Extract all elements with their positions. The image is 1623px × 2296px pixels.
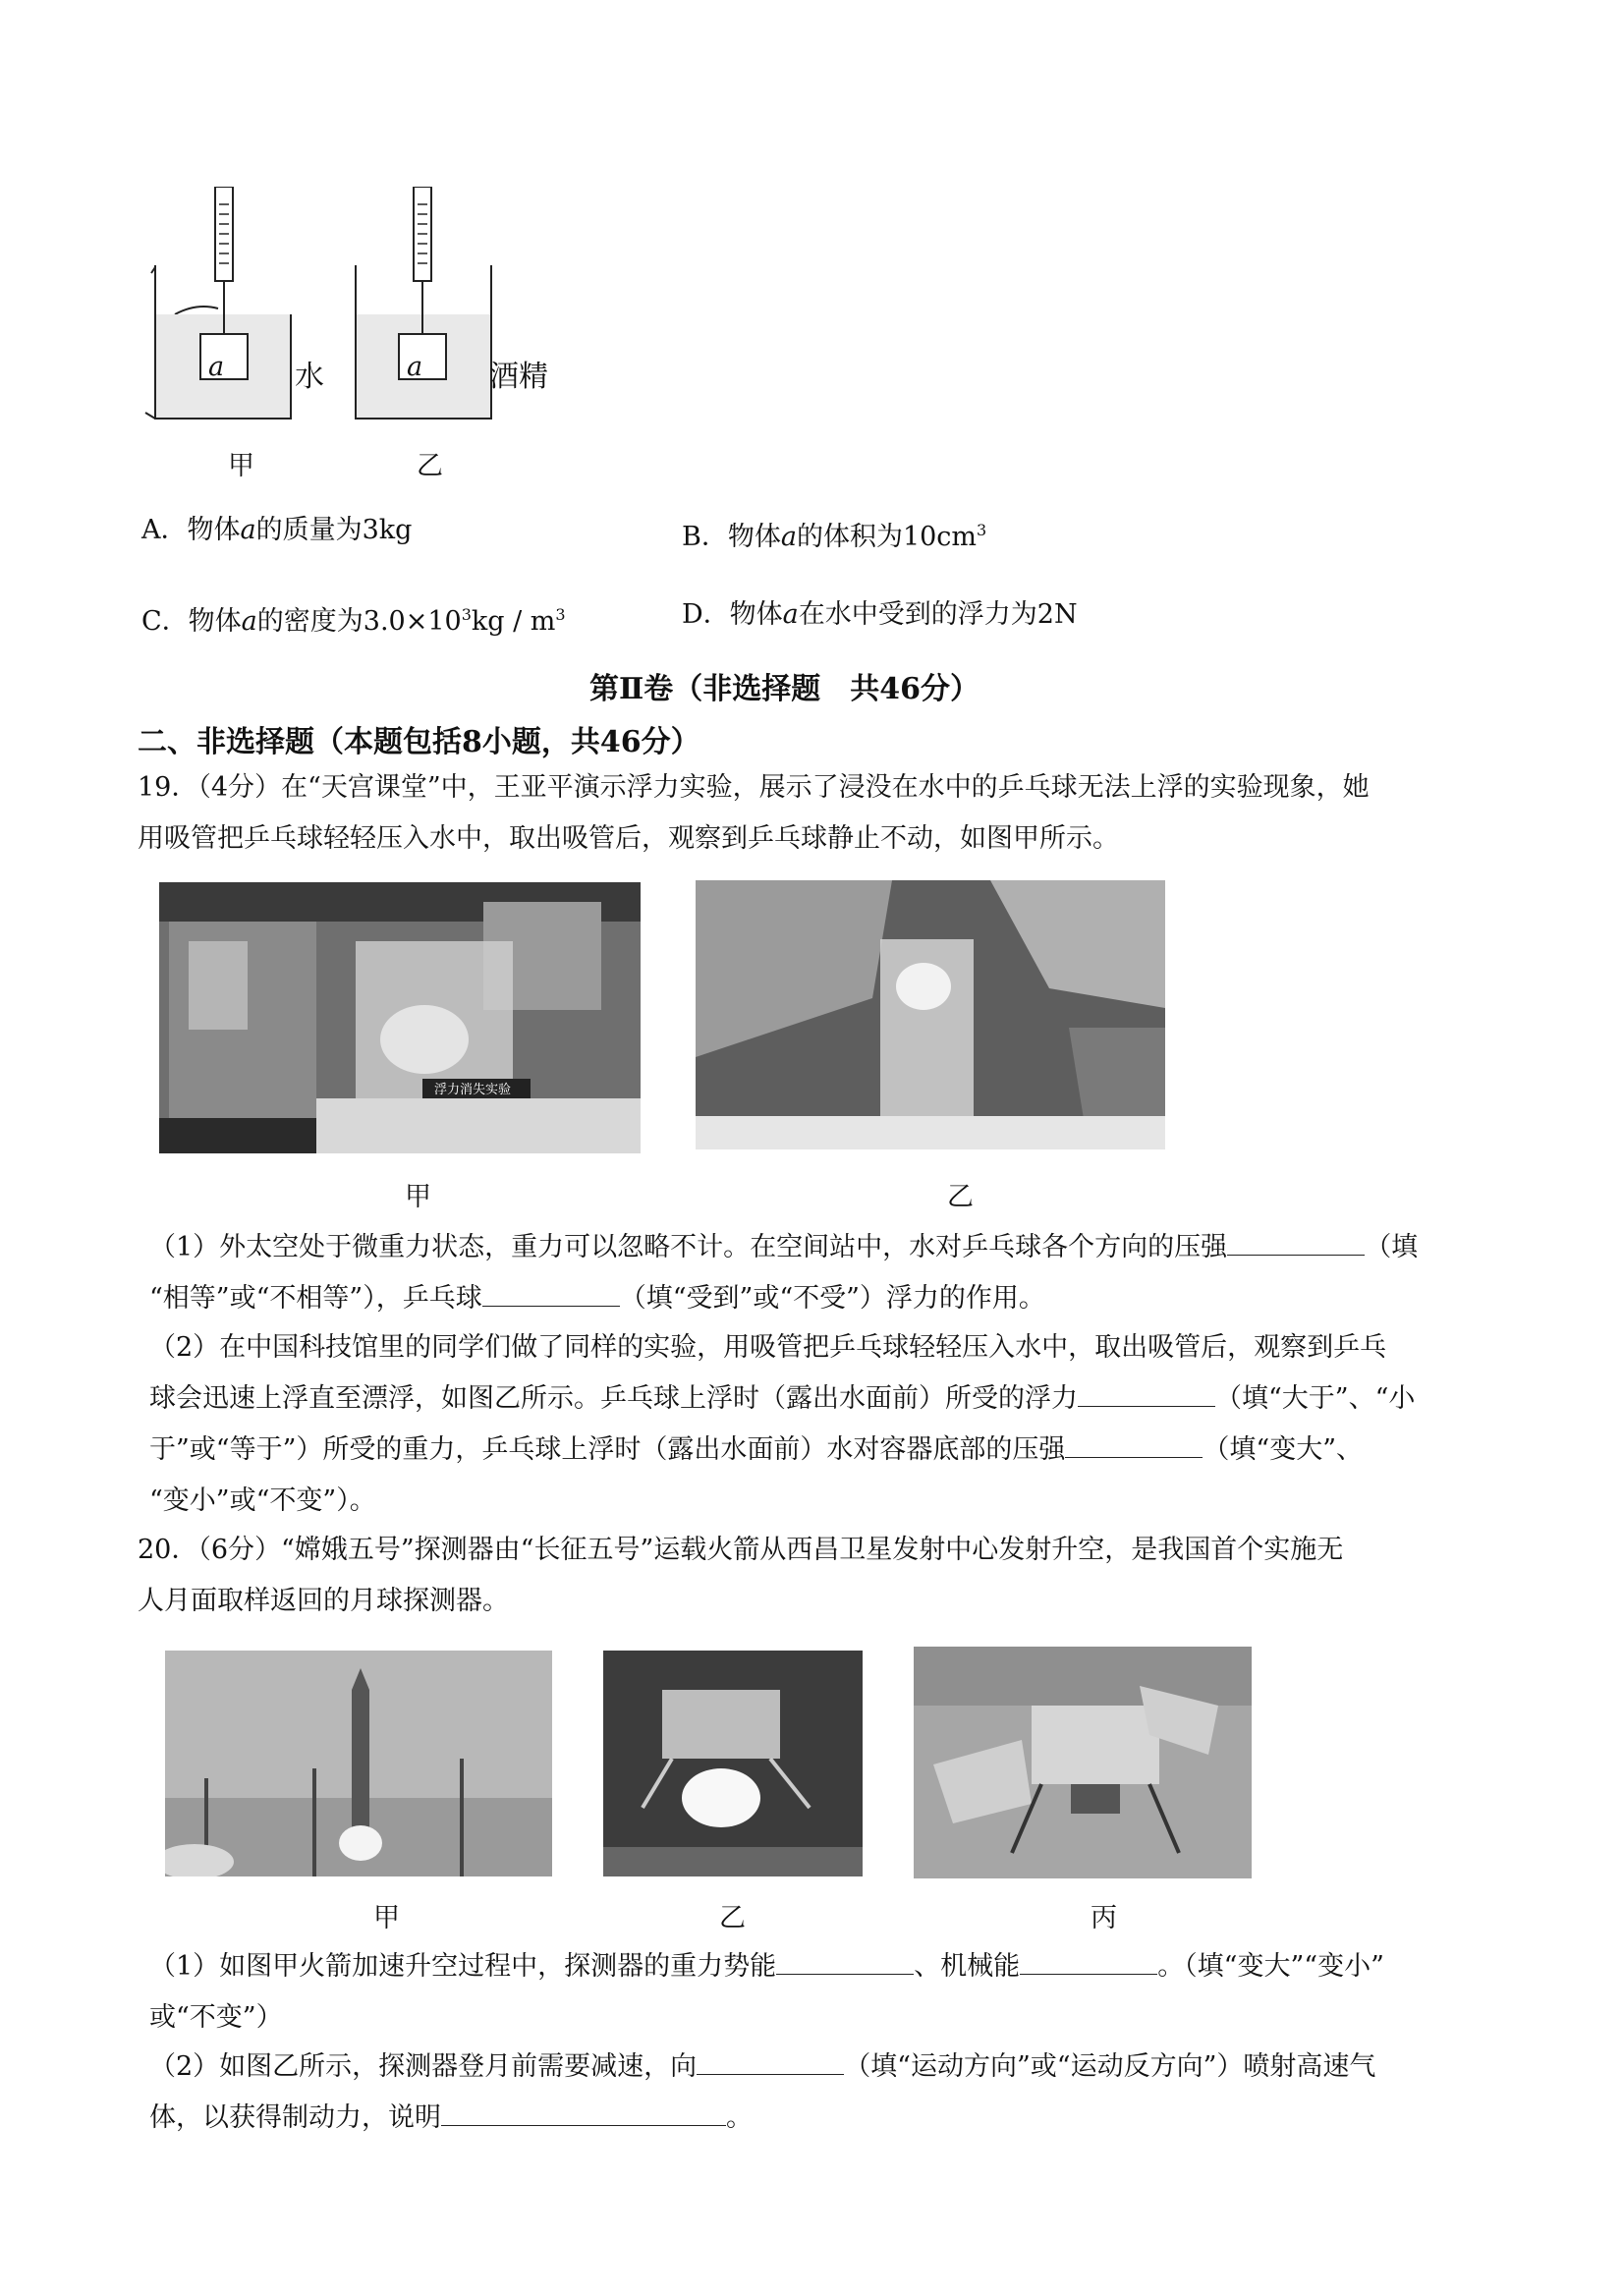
q19-part1: （1）外太空处于微重力状态，重力可以忽略不计。在空间站中，水对乒乓球各个方向的压强 （填 “相等”或“不相等”），乒乓球 （填“受到”或“不受”）浮力的作用。 [149, 1222, 1495, 1324]
q19-caption-left: 甲 [405, 1182, 431, 1212]
q19-photo-overlay-text: 浮力消失实验 [434, 1083, 512, 1097]
q20-blank-1[interactable] [776, 1948, 914, 1975]
q20-blank-4[interactable] [441, 2100, 726, 2126]
q20-blank-3[interactable] [697, 2048, 844, 2075]
q19-caption-right: 乙 [947, 1182, 974, 1212]
spring-scale-figure [138, 187, 570, 432]
q20-caption-2: 乙 [719, 1903, 746, 1933]
figure-caption-right: 乙 [417, 451, 443, 481]
option-d: D．物体a在水中受到的浮力为2N [682, 599, 1078, 630]
q19-blank-4[interactable] [1065, 1431, 1203, 1458]
q20-part2: （2）如图乙所示，探测器登月前需要减速，向 （填“运动方向”或“运动反方向”）喷射高速气 体，以获得制动力，说明 。 [149, 2042, 1495, 2144]
q20-caption-3: 丙 [1091, 1903, 1117, 1933]
q19-stem: 19．（4分）在“天宫课堂”中，王亚平演示浮力实验，展示了浸没在水中的乒乓球无法上浮的实验现象，她 用吸管把乒乓球轻轻压入水中，取出吸管后，观察到乒乓球静止不动，如图甲所示。 [138, 772, 1370, 854]
q20-photo-rocket [165, 1651, 552, 1876]
option-b: B．物体a的体积为$10cm^3$ [682, 521, 987, 552]
part-title: 二、非选择题（本题包括8小题，共46分） [138, 725, 700, 759]
q20-part1: （1）如图甲火箭加速升空过程中，探测器的重力势能 、机械能 。（填“变大”“变小” 或“不变”） [149, 1941, 1495, 2044]
q20-caption-1: 甲 [373, 1903, 400, 1933]
q19-photo-right [696, 880, 1165, 1149]
liquid-label-alcohol: 酒精 [489, 360, 548, 394]
q19-blank-1[interactable] [1227, 1229, 1365, 1256]
q19-blank-2[interactable] [482, 1280, 620, 1307]
option-c: C．物体a的密度为$3.0\times 10^3kg / m^3$ [141, 605, 566, 637]
q20-photo-lander-descent [603, 1651, 863, 1876]
liquid-label-water: 水 [295, 360, 324, 394]
figure-caption-left: 甲 [228, 451, 254, 481]
q20-photo-lander-surface [914, 1647, 1252, 1878]
beaker-alcohol [356, 187, 491, 419]
q20-stem: 20．（6分）“嫦娥五号”探测器由“长征五号”运载火箭从西昌卫星发射中心发射升空，是我国首个实施无 人月面取样返回的月球探测器。 [138, 1535, 1344, 1616]
q19-photo-left [159, 882, 641, 1153]
beaker-water [145, 187, 291, 419]
section-title: 第Ⅱ卷（非选择题 共46分） [589, 672, 980, 706]
q19-part2: （2）在中国科技馆里的同学们做了同样的实验，用吸管把乒乓球轻轻压入水中，取出吸管后，观察到乒乓 球会迅速上浮直至漂浮，如图乙所示。乒乓球上浮时（露出水面前）所受的浮力 （填“大于”、“小 于”或“等于”）所受的重力，乒乓球上浮时（露出水面前）水对容器底部的压强 （填“变大”、 “变小”或“不变”）。 [149, 1332, 1416, 1516]
q19-blank-3[interactable] [1078, 1380, 1215, 1407]
option-a: A．物体a的质量为3kg [141, 515, 413, 545]
object-label-right: a [407, 352, 423, 382]
q20-blank-2[interactable] [1020, 1948, 1157, 1975]
object-label-left: a [208, 352, 225, 382]
